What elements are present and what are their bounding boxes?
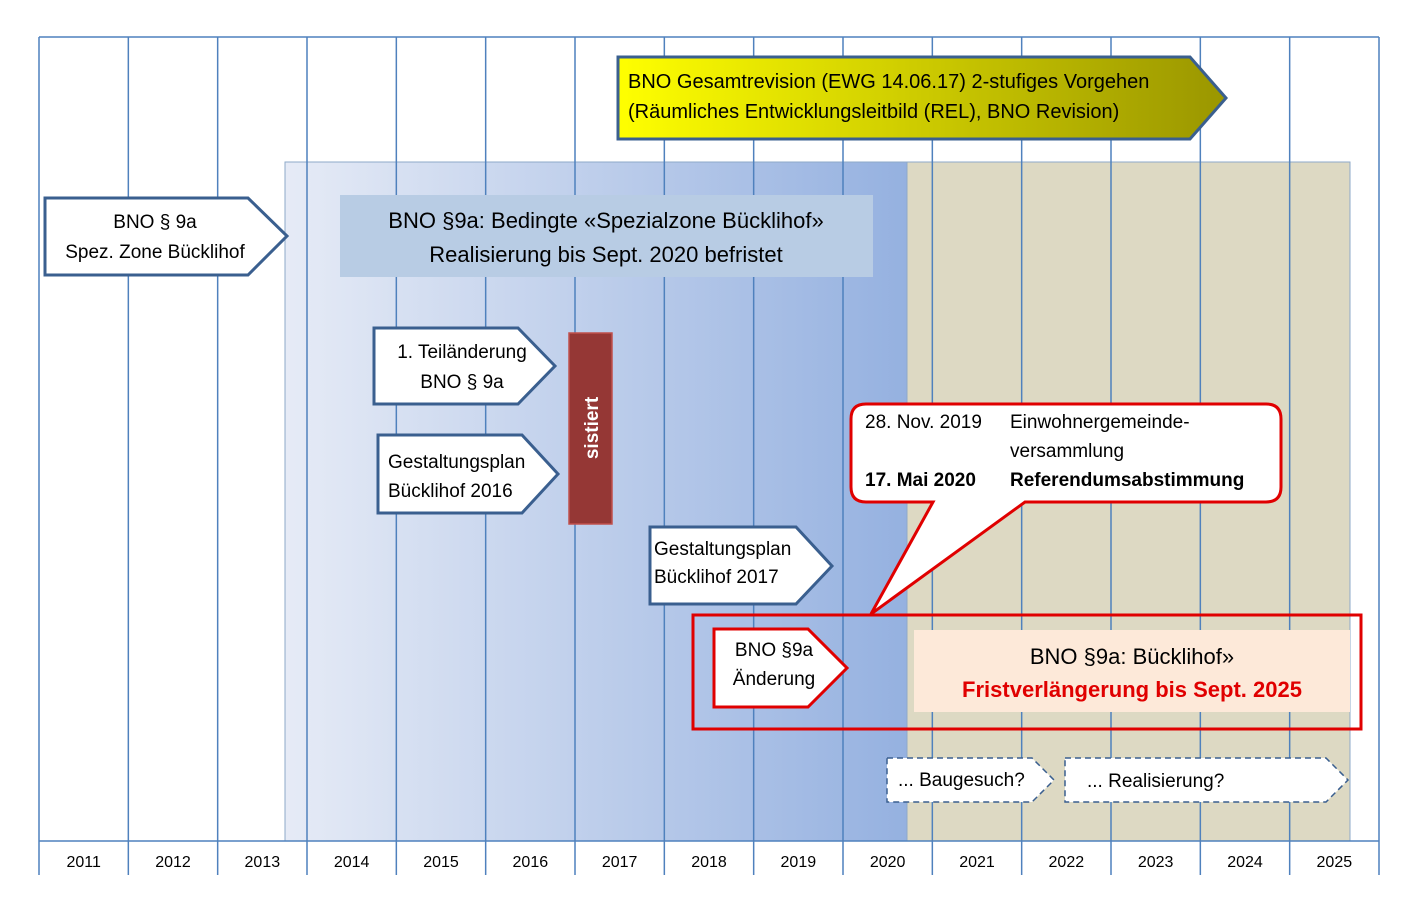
year-label-2011: 2011 <box>66 854 101 871</box>
realisierung-label: ... Realisierung? <box>1087 771 1225 792</box>
teilaenderung-line1: 1. Teiländerung <box>397 342 527 363</box>
year-label-2015: 2015 <box>423 854 459 871</box>
aenderung-line1: BNO §9a <box>734 640 814 661</box>
year-label-2018: 2018 <box>691 854 727 871</box>
gp2016-line1: Gestaltungsplan <box>388 452 526 473</box>
teilaenderung-line2: BNO § 9a <box>420 372 504 393</box>
gestaltungsplan-2016-arrow <box>378 435 558 513</box>
callout-date2: 17. Mai 2020 <box>865 470 976 491</box>
year-label-2022: 2022 <box>1048 854 1085 871</box>
baugesuch-arrow <box>887 758 1054 802</box>
spezialzone-banner <box>340 195 873 277</box>
highlight-line2: Fristverlängerung bis Sept. 2025 <box>962 677 1302 702</box>
year-label-2025: 2025 <box>1316 854 1353 871</box>
callout-event1a: Einwohnergemeinde- <box>1010 412 1190 433</box>
sistiert-label: sistiert <box>582 396 603 460</box>
callout-event1b: versammlung <box>1010 441 1125 462</box>
year-label-2016: 2016 <box>512 854 549 871</box>
aenderung-line2: Änderung <box>732 669 816 690</box>
year-label-2023: 2023 <box>1137 854 1174 871</box>
gesamtrevision-line2: (Räumliches Entwicklungsleitbild (REL), BNO Revision) <box>628 101 1120 123</box>
gesamtrevision-line1: BNO Gesamtrevision (EWG 14.06.17) 2-stufiges Vorgehen <box>628 71 1150 93</box>
banner-line1: BNO §9a: Bedingte «Spezialzone Bücklihof» <box>388 208 824 233</box>
gesamtrevision-arrow <box>618 57 1226 139</box>
gp2017-line2: Bücklihof 2017 <box>654 567 779 588</box>
realisierung-arrow <box>1065 758 1348 802</box>
callout-date1: 28. Nov. 2019 <box>865 412 982 433</box>
gestaltungsplan-2017-arrow <box>650 527 832 604</box>
teilaenderung-arrow <box>374 328 555 404</box>
sistiert-bar <box>569 333 612 524</box>
callout-event2: Referendumsabstimmung <box>1010 470 1245 491</box>
year-label-2013: 2013 <box>244 854 281 871</box>
year-label-2021: 2021 <box>959 854 995 871</box>
year-label-2020: 2020 <box>869 854 906 871</box>
spezzone-arrow <box>45 198 287 275</box>
year-label-2012: 2012 <box>155 854 191 871</box>
year-label-2017: 2017 <box>601 854 638 871</box>
fristverlaengerung-box <box>914 630 1350 712</box>
highlight-line1: BNO §9a: Bücklihof» <box>1029 644 1235 669</box>
year-label-2014: 2014 <box>333 854 370 871</box>
gp2017-line1: Gestaltungsplan <box>654 539 792 560</box>
gp2016-line2: Bücklihof 2016 <box>388 481 513 502</box>
banner-line2: Realisierung bis Sept. 2020 befristet <box>429 242 783 267</box>
spezzone-line2: Spez. Zone Bücklihof <box>65 242 245 263</box>
year-label-2024: 2024 <box>1227 854 1263 871</box>
year-label-2019: 2019 <box>780 854 817 871</box>
baugesuch-label: ... Baugesuch? <box>898 770 1025 791</box>
year-axis <box>66 854 1352 871</box>
spezzone-line1: BNO § 9a <box>113 212 197 233</box>
